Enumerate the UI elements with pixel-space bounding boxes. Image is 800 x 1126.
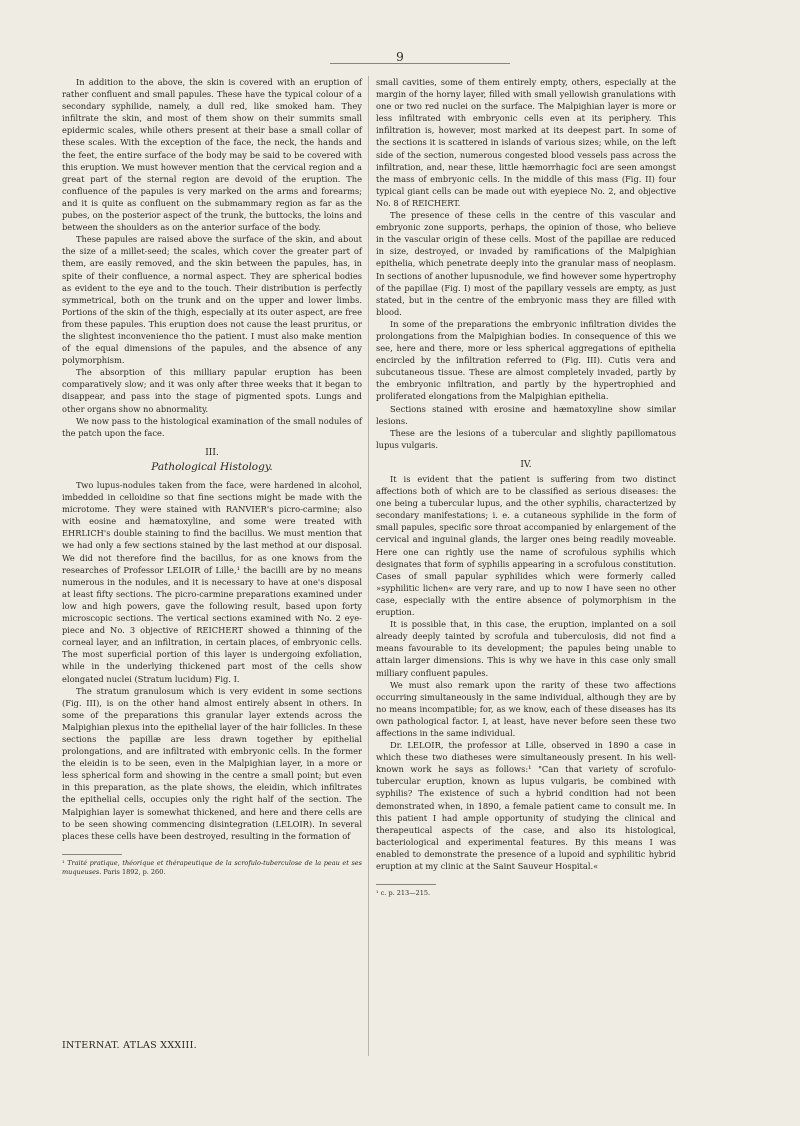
right-column [376, 76, 676, 898]
page-number: 9 [396, 50, 404, 64]
body-paragraph: These are the lesions of a tubercular and slightly papillomatous lupus vulgaris. [376, 427, 676, 450]
section-title: Pathological Histology. [151, 460, 273, 473]
footnote-rule [62, 854, 122, 855]
body-paragraph: Sections stained with erosine and hæmatoxyline show similar lesions. [376, 403, 676, 426]
footnote [62, 859, 362, 877]
footnote-marker: ¹ [62, 858, 65, 867]
body-paragraph: The stratum granulosum which is very evident in some sections (Fig. III), is on the other hand almost entirely absent in others. In some of the preparations this granular layer extends across the Malpighian plexus into the epithelial layer of the hair follicles. In these sections the papillæ are less drawn together by epithelial prolongations, and are infiltrated with embryonic cells. In the former the eleidin is to be seen, even in the Malpighian layer, in a more or less spherical form and showing in the centre a small point; but even in this preparation, as the plate shows, the eleidin, which infiltrates the epithelial cells, occupies only the right half of the section. The Malpighian layer is somewhat thickened, and here and there cells are to be seen showing commencing disintegration (LELOIR). In several places these cells have been destroyed, resulting in the formation of [62, 685, 362, 841]
body-paragraph: We now pass to the histological examination of the small nodules of the patch upon the face. [62, 415, 362, 438]
left-column [62, 76, 362, 877]
footnote-rest: Paris 1892, p. 260. [103, 867, 166, 876]
body-paragraph: In addition to the above, the skin is covered with an eruption of rather confluent and small papules. These have the typical colour of a secondary syphilide, namely, a dull red, like smoked ham. They infiltrate the skin, and most of them show on their summits small epidermic scales, while others present at their base a small collar of these scales. With the exception of the face, the neck, the hands and the feet, the entire surface of the body may be said to be covered with this eruption. We must however mention that the cervical region and a great part of the sternal region are devoid of the eruption. The confluence of the papules is very marked on the arms and forearms; and it is quite as confluent on the submammary region as far as the pubes, on the posterior aspect of the trunk, the buttocks, the loins and between the shoulders as on the anterior surface of the body. [62, 77, 362, 233]
body-paragraph: It is evident that the patient is suffering from two distinct affections both of which are to be classified as serious diseases: the one being a tubercular lupus, and the other syphilis, characterized by secondary manifestations; i. e. a cutaneous syphilide in the form of small papules, specific sore throat accompanied by enlargement of the cervical and inguinal glands, the larger ones being readily moveable. Here one can rightly use the name of scrofulous syphilis which designates that form of syphilis appearing in a scrofulous constitution. Cases of small papular syphilides which were formerly called »syphilitic lichen« are very rare, and up to now I have seen no other case, especially with the entire absence of polymorphism in the eruption. [376, 474, 676, 618]
footnote-title: Traité pratique, théorique et thérapeutique de la scrofulo-tuberculose de la peau et ses muqueuses. [62, 858, 362, 876]
body-paragraph: It is possible that, in this case, the eruption, implanted on a soil already deeply tainted by scrofula and tuberculosis, did not find a means favourable to its development; the papules being unable to attain larger dimensions. This is why we have in this case only small milliary confluent papules. [376, 619, 676, 678]
section-number: IV. [520, 459, 532, 470]
column-divider [368, 76, 369, 1056]
body-paragraph: Dr. LELOIR, the professor at Lille, observed in 1890 a case in which these two diatheses were simultaneously present. In his well-known work he says as follows:¹ "Can that variety of scrofulo-tubercular eruption, known as lupus vulgaris, be combined with syphilis? The existence of such a hybrid condition had not been demonstrated when, in 1890, a female patient came to consult me. In this patient I had ample opportunity of studying the clinical and therapeutical aspects of the case, and also its histological, bacteriological and experimental features. By this means I was enabled to demonstrate the presence of a lupoid and syphilitic hybrid eruption at my clinic at the Saint Sauveur Hospital.« [376, 740, 676, 871]
header-rule [330, 63, 510, 64]
footnote-rule [376, 884, 436, 885]
body-paragraph: We must also remark upon the rarity of these two affections occurring simultaneously in the same individual, although they are by no means incompatible; for, as we know, each of these diseases has its own pathological factor. I, at least, have never before seen these two affections in the same individual. [376, 679, 676, 738]
body-paragraph: small cavities, some of them entirely empty, others, especially at the margin of the horny layer, filled with small yellowish granulations with one or two red nuclei on the surface. The Malpighian layer is more or less infiltrated with embryonic cells even at its periphery. This infiltration is, however, most marked at its deepest part. In some of the sections it is scattered in islands of various sizes; while, on the left side of the section, numerous congested blood vessels pass across the infiltration, and, near these, little hæmorrhagic foci are seen amongst the mass of embryonic cells. In the middle of this mass (Fig. II) four typical giant cells can be made out with eyepiece No. 2, and objective No. 8 of REICHERT. [376, 77, 676, 208]
atlas-label: INTERNAT. ATLAS XXXIII. [62, 1040, 197, 1051]
footnote: ¹ c. p. 213—215. [376, 889, 431, 898]
section-number: III. [205, 447, 219, 458]
body-paragraph: Two lupus-nodules taken from the face, were hardened in alcohol, imbedded in celloidine so that fine sections might be made with the microtome. They were stained with RANVIER's picro-carmine; also with eosine and hæmatoxyline, and some were treated with EHRLICH's double staining to find the bacillus. We must mention that we had only a few sections stained by the last method at our disposal. We did not therefore find the bacillus, for as one knows from the researches of Professor LELOIR of Lille,¹ the bacilli are by no means numerous in the nodules, and it is necessary to have at one's disposal at least fifty sections. The picro-carmine preparations examined under low and high powers, gave the following result, based upon forty microscopic sections. The vertical sections examined with No. 2 eye-piece and No. 3 objective of REICHERT showed a thinning of the corneal layer, and an infiltration, in certain places, of embryonic cells. The most superficial portion of this layer is undergoing exfoliation, while in the underlying thickened part most of the cells show elongated nuclei (Stratum lucidum) Fig. I. [62, 480, 362, 684]
body-paragraph: The absorption of this milliary papular eruption has been comparatively slow; and it was only after three weeks that it began to disappear, and pass into the stage of pigmented spots. Lungs and other organs show no abnormality. [62, 367, 362, 414]
body-paragraph: The presence of these cells in the centre of this vascular and embryonic zone supports, perhaps, the opinion of those, who believe in the vascular origin of these cells. Most of the papillae are reduced in size, destroyed, or invaded by ramifications of the Malpighian epithelia, which penetrate deeply into the granular mass of neoplasm. In sections of another lupusnodule, we find however some hypertrophy of the papillae (Fig. I) most of the papillary vessels are empty, as just stated, but in the centre of the embryonic mass they are filled with blood. [376, 210, 676, 317]
body-paragraph: These papules are raised above the surface of the skin, and about the size of a millet-seed; the scales, which cover the greater part of them, are easily removed, and the skin between the papules, has, in spite of their confluence, a normal aspect. They are spherical bodies as evident to the eye and to the touch. Their distribution is perfectly symmetrical, both on the trunk and on the upper and lower limbs. Portions of the skin of the thigh, especially at its outer aspect, are free from these papules. This eruption does not cause the least pruritus, or the slightest inconvenience tho the patient. I must also make mention of the equal dimensions of the papules, and the absence of any polymorphism. [62, 234, 362, 366]
body-paragraph: In some of the preparations the embryonic infiltration divides the prolongations from the Malpighian bodies. In consequence of this we see, here and there, more or less spherical aggregations of epithelia encircled by the infiltration referred to (Fig. III). Cutis vera and subcutaneous tissue. These are almost completely invaded, partly by the embryonic infiltration, and partly by the hypertrophied and proliferated elongations from the Malpighian epithelia. [376, 318, 676, 402]
